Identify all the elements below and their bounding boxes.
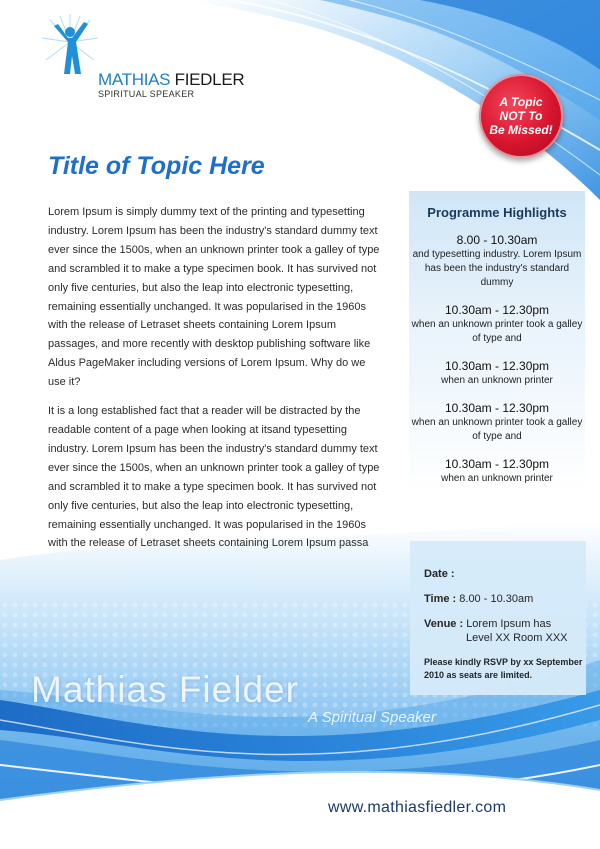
badge-line-1: A Topic: [499, 95, 543, 109]
logo-last-name: FIEDLER: [174, 70, 245, 89]
body-paragraph-2: It is a long established fact that a reader will be distracted by the readable content of a page when looking at itsand typesetting industry. Lorem Ipsum has been the industry's standard dummy text ever since the 1500s, when an unknown printer took a galley of type and scrambled it to make a type specimen book. It has survived not only five centuries, but also the leap into electronic typesetting, remaining essentially unchanged. It was popularised in the 1960s with the release of Letraset sheets containing Lorem Ipsum passa: [48, 405, 380, 550]
website-link[interactable]: www.mathiasfiedler.com: [328, 799, 507, 816]
programme-item: [409, 401, 585, 444]
programme-desc: when an unknown printer: [441, 375, 553, 386]
programme-desc: and typesetting industry. Lorem Ipsum has been the industry's standard dummy: [412, 249, 582, 288]
body-paragraph-1: Lorem Ipsum is simply dummy text of the printing and typesetting industry. Lorem Ipsum has been the industry's standard dummy text ever since the 1500s, when an unknown printer took a galley of type and scrambled it to make a type specimen book. It has survived not only five centuries, but also the leap into electronic typesetting, remaining essentially unchanged. It was popularised in the 1960s with the release of Letraset sheets containing Lorem Ipsum passages, and more recently with desktop publishing software like Aldus PageMaker including versions of Lorem Ipsum. Why do we use it?: [48, 206, 380, 389]
event-details: [410, 541, 586, 695]
venue-row: [424, 617, 586, 645]
logo-tagline: SPIRITUAL SPEAKER: [98, 89, 195, 99]
programme-time: 10.30am - 12.30pm: [444, 457, 550, 471]
venue-label: Venue :: [424, 618, 464, 630]
programme-highlights: [409, 191, 585, 494]
programme-item: [409, 233, 585, 290]
programme-desc: when an unknown printer took a galley of type and: [411, 417, 583, 442]
venue-line-2: Level XX Room XXX: [466, 632, 568, 644]
programme-desc: when an unknown printer: [441, 473, 553, 484]
programme-time: 8.00 - 10.30am: [456, 233, 538, 247]
time-label: Time :: [424, 593, 457, 605]
programme-time: 10.30am - 12.30pm: [444, 401, 550, 415]
programme-time: 10.30am - 12.30pm: [444, 303, 550, 317]
logo-first-name: MATHIAS: [98, 70, 171, 89]
badge-line-3: Be Missed!: [489, 123, 553, 137]
programme-item: [409, 303, 585, 346]
programme-desc: when an unknown printer took a galley of type and: [411, 319, 583, 344]
footer-speaker-tagline: A Spiritual Speaker: [308, 709, 436, 726]
programme-time: 10.30am - 12.30pm: [444, 359, 550, 373]
date-label: Date :: [424, 568, 455, 580]
programme-title: Programme Highlights: [427, 205, 567, 220]
page-title: Title of Topic Here: [48, 152, 265, 180]
venue-line-1: Lorem Ipsum has: [466, 618, 552, 630]
logo-name: [98, 70, 244, 90]
topic-badge: [479, 74, 563, 158]
programme-item: [409, 457, 585, 486]
body-text: [48, 203, 382, 563]
logo-figure-icon: [40, 12, 100, 92]
footer-speaker-name: Mathias Fielder: [31, 669, 299, 710]
programme-item: [409, 359, 585, 388]
date-row: [424, 567, 586, 581]
rsvp-note: Please kindly RSVP by xx September 2010 as seats are limited.: [424, 657, 583, 680]
time-value: 8.00 - 10.30am: [459, 593, 534, 605]
time-row: [424, 592, 586, 606]
badge-line-2: NOT To: [499, 109, 543, 123]
